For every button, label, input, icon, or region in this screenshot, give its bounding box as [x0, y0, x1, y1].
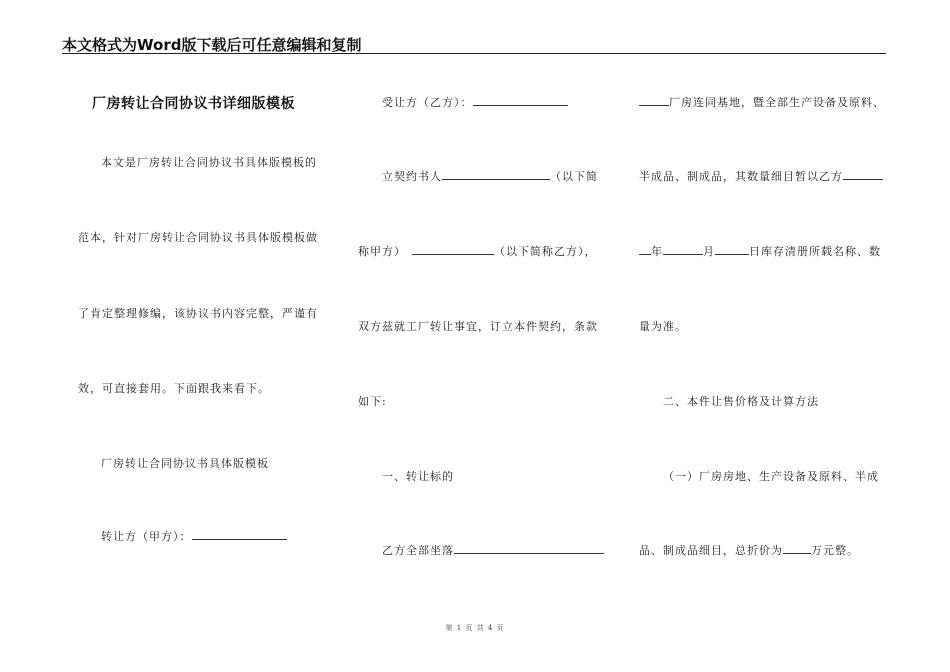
- text-fragment: 半成品、制成品，其数量细目暂以乙方: [639, 170, 843, 183]
- text-fragment: （以下简称乙方），: [494, 245, 597, 258]
- text-fragment: 品、制成品细目，总折价为: [639, 544, 783, 557]
- blank-field: [783, 543, 811, 554]
- text-fragment: 立契约书人: [382, 170, 442, 183]
- blank-field: [639, 244, 651, 255]
- paragraph-line: [382, 168, 598, 184]
- section-subtitle: 厂房转让合同协议书具体版模板: [101, 457, 269, 470]
- section-heading: 二、本件让售价格及计算方法: [663, 395, 819, 408]
- header-rule: [62, 53, 886, 54]
- transferor-label: 转让方（甲方）：: [101, 530, 192, 543]
- paragraph-line: 双方兹就工厂转让事宜，订立本件契约，条款: [358, 320, 598, 333]
- paragraph-line: [639, 243, 881, 259]
- page-footer: 第 1 页 共 4 页: [445, 624, 505, 632]
- blank-field: [412, 244, 494, 255]
- text-fragment: 日库存清册所载名称、数: [749, 245, 881, 258]
- blank-field: [843, 169, 883, 180]
- transferor-line: [101, 528, 287, 544]
- text-fragment: 万元整。: [811, 544, 859, 557]
- paragraph-line: [639, 168, 883, 184]
- paragraph-line: 如下:: [358, 395, 387, 408]
- blank-field: [663, 244, 703, 255]
- transferee-label: 受让方（乙方）：: [382, 96, 473, 109]
- document-header: 本文格式为Word版下载后可任意编辑和复制: [62, 36, 362, 54]
- paragraph-line: 效，可直接套用。下面跟我来看下。: [78, 382, 270, 395]
- paragraph-line: 范本，针对厂房转让合同协议书具体版模板做: [78, 231, 318, 244]
- blank-field: [192, 529, 287, 540]
- paragraph-line: [639, 94, 885, 110]
- paragraph-line: [358, 243, 597, 259]
- blank-field: [454, 543, 604, 554]
- text-fragment: 月: [703, 245, 715, 258]
- transferee-line: [382, 94, 568, 110]
- blank-field: [473, 95, 568, 106]
- blank-field: [715, 244, 749, 255]
- text-fragment: 乙方全部坐落: [382, 544, 454, 557]
- text-fragment: 厂房连同基地，暨全部生产设备及原料、: [669, 96, 885, 109]
- paragraph-line: 本文是厂房转让合同协议书具体版模板的: [101, 156, 317, 169]
- paragraph-line: [639, 542, 859, 558]
- section-heading: 一、转让标的: [382, 470, 454, 483]
- paragraph-line: （一）厂房房地、生产设备及原料、半成: [663, 470, 879, 483]
- document-title: 厂房转让合同协议书详细版模板: [92, 96, 295, 112]
- blank-field: [442, 169, 550, 180]
- paragraph-line: 了肯定整理修编，该协议书内容完整，严谨有: [78, 307, 318, 320]
- blank-field: [639, 95, 669, 106]
- paragraph-line: 量为准。: [639, 320, 687, 333]
- text-fragment: 称甲方）: [358, 245, 406, 258]
- text-fragment: 年: [651, 245, 663, 258]
- text-fragment: （以下简: [550, 170, 598, 183]
- paragraph-line: [382, 542, 604, 558]
